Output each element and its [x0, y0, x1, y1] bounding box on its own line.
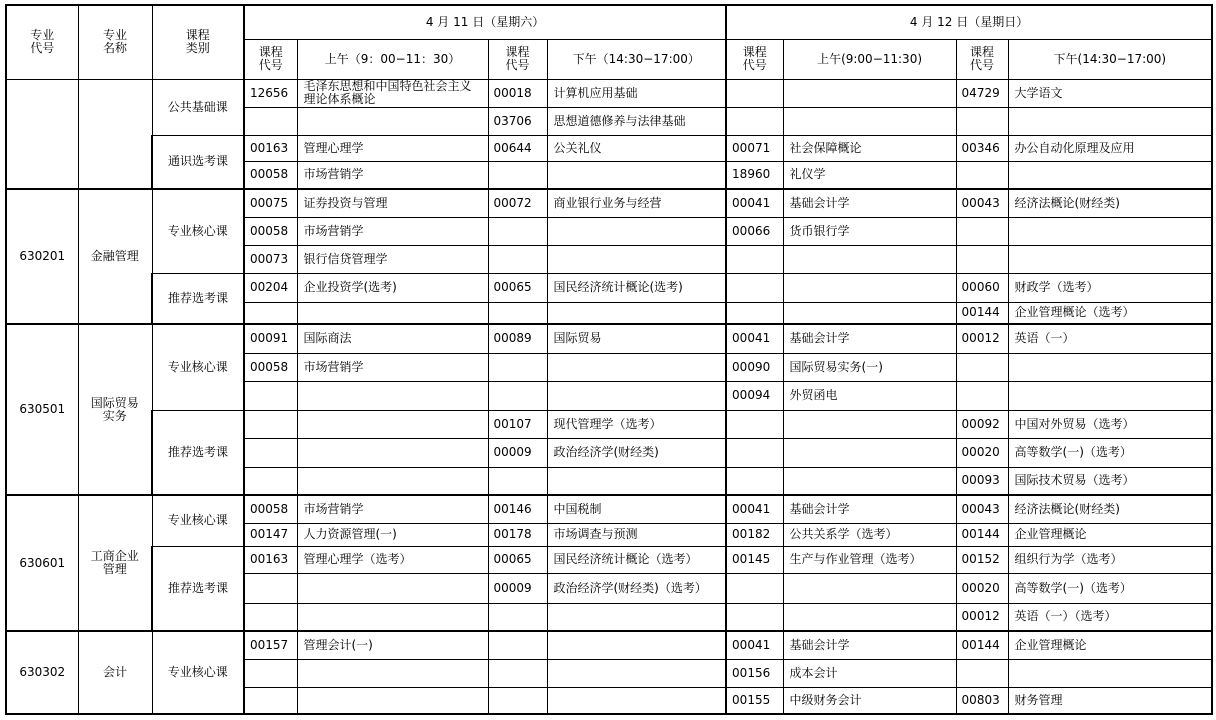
- d2-morning-code-cell: 00155: [726, 687, 783, 714]
- d1-afternoon-code-cell: 00065: [488, 273, 547, 302]
- d2-afternoon-code-cell: 04729: [956, 79, 1008, 107]
- d2-morning-course-cell: 货币银行学: [783, 217, 956, 245]
- d2-afternoon-code-cell: [956, 161, 1008, 189]
- d2-morning-course-cell: [783, 438, 956, 467]
- d1-afternoon-course-cell: 计算机应用基础: [547, 79, 726, 107]
- d2-afternoon-course-cell: [1008, 353, 1212, 381]
- d1-morning-code-cell: 00073: [244, 245, 297, 273]
- d1-morning-course-cell: 毛泽东思想和中国特色社会主义理论体系概论: [297, 79, 488, 107]
- d2-morning-course-cell: [783, 603, 956, 631]
- d1-morning-code-cell: 00163: [244, 546, 297, 573]
- table-body: [6, 79, 1212, 714]
- d2-morning-course-cell: [783, 573, 956, 603]
- d2-morning-code-cell: [726, 603, 783, 631]
- table-row: [6, 79, 1212, 107]
- d2-morning-course-cell: [783, 410, 956, 438]
- table-row: [6, 546, 1212, 573]
- d1-afternoon-code-cell: [488, 381, 547, 410]
- d2-morning-code-cell: 00041: [726, 324, 783, 353]
- d2-morning-course-cell: 外贸函电: [783, 381, 956, 410]
- d1-morning-code-cell: 00058: [244, 353, 297, 381]
- table-row: [6, 189, 1212, 217]
- d1-morning-course-cell: [297, 467, 488, 495]
- d1-morning-code-cell: 00058: [244, 495, 297, 523]
- d1-afternoon-code-cell: 00178: [488, 523, 547, 546]
- d2-morning-code-cell: [726, 467, 783, 495]
- table-row: [6, 273, 1212, 302]
- major-code-cell: 630302: [6, 631, 78, 714]
- d2-afternoon-code-cell: [956, 381, 1008, 410]
- major-code-cell: 630601: [6, 495, 78, 631]
- d1-morning-code-cell: 00091: [244, 324, 297, 353]
- d1-morning-code-cell: [244, 573, 297, 603]
- header-d1-afternoon: 下午（14:30−17:00）: [547, 39, 726, 79]
- d2-morning-course-cell: 国际贸易实务(一): [783, 353, 956, 381]
- d2-morning-course-cell: 社会保障概论: [783, 135, 956, 161]
- course-category-cell: 推荐选考课: [152, 410, 244, 495]
- d1-afternoon-code-cell: [488, 687, 547, 714]
- d1-morning-course-cell: 企业投资学(选考): [297, 273, 488, 302]
- d1-morning-course-cell: 市场营销学: [297, 161, 488, 189]
- d2-morning-course-cell: 成本会计: [783, 659, 956, 687]
- d1-morning-code-cell: [244, 438, 297, 467]
- d1-afternoon-course-cell: 国民经济统计概论（选考）: [547, 546, 726, 573]
- d1-morning-course-cell: 管理心理学（选考）: [297, 546, 488, 573]
- d2-morning-code-cell: 00041: [726, 189, 783, 217]
- d1-morning-course-cell: 管理会计(一): [297, 631, 488, 659]
- d1-afternoon-course-cell: 公关礼仪: [547, 135, 726, 161]
- header-d2-afternoon: 下午(14:30−17:00): [1008, 39, 1212, 79]
- d1-afternoon-course-cell: 国际贸易: [547, 324, 726, 353]
- d1-afternoon-course-cell: 商业银行业务与经营: [547, 189, 726, 217]
- d2-morning-course-cell: 基础会计学: [783, 631, 956, 659]
- d2-afternoon-course-cell: 财务管理: [1008, 687, 1212, 714]
- d1-morning-code-cell: 00075: [244, 189, 297, 217]
- d1-morning-code-cell: [244, 381, 297, 410]
- d2-morning-course-cell: 中级财务会计: [783, 687, 956, 714]
- d2-afternoon-course-cell: [1008, 381, 1212, 410]
- major-code-cell: 630501: [6, 324, 78, 495]
- d1-afternoon-course-cell: [547, 687, 726, 714]
- d2-afternoon-course-cell: 大学语文: [1008, 79, 1212, 107]
- d1-morning-course-cell: [297, 107, 488, 135]
- d1-morning-course-cell: 银行信贷管理学: [297, 245, 488, 273]
- d1-morning-course-cell: [297, 438, 488, 467]
- d1-afternoon-code-cell: [488, 603, 547, 631]
- d1-morning-code-cell: 00157: [244, 631, 297, 659]
- d1-morning-course-cell: 人力资源管理(一): [297, 523, 488, 546]
- d2-afternoon-code-cell: [956, 217, 1008, 245]
- header-d1-morning-code: 课程 代号: [244, 39, 297, 79]
- d1-afternoon-course-cell: [547, 245, 726, 273]
- d1-afternoon-code-cell: [488, 302, 547, 324]
- d1-afternoon-code-cell: [488, 217, 547, 245]
- d2-morning-code-cell: 00094: [726, 381, 783, 410]
- d2-afternoon-code-cell: 00144: [956, 523, 1008, 546]
- d1-morning-code-cell: 00147: [244, 523, 297, 546]
- course-category-cell: 通识选考课: [152, 135, 244, 189]
- d2-afternoon-code-cell: [956, 659, 1008, 687]
- header-day-2: 4 月 12 日（星期日）: [726, 5, 1212, 39]
- d2-afternoon-course-cell: 国际技术贸易（选考）: [1008, 467, 1212, 495]
- d2-morning-course-cell: [783, 245, 956, 273]
- d2-afternoon-code-cell: 00020: [956, 438, 1008, 467]
- table-row: [6, 324, 1212, 353]
- d2-morning-code-cell: [726, 302, 783, 324]
- d2-morning-code-cell: 00066: [726, 217, 783, 245]
- d1-afternoon-code-cell: [488, 467, 547, 495]
- d2-afternoon-course-cell: 高等数学(一)（选考）: [1008, 438, 1212, 467]
- d2-morning-code-cell: 00041: [726, 631, 783, 659]
- d1-morning-course-cell: [297, 381, 488, 410]
- d1-afternoon-code-cell: 00009: [488, 573, 547, 603]
- course-category-cell: 专业核心课: [152, 495, 244, 546]
- d2-afternoon-course-cell: 组织行为学（选考）: [1008, 546, 1212, 573]
- d1-afternoon-code-cell: [488, 353, 547, 381]
- d1-afternoon-course-cell: [547, 467, 726, 495]
- d2-afternoon-course-cell: 经济法概论(财经类): [1008, 495, 1212, 523]
- d2-afternoon-code-cell: 00144: [956, 631, 1008, 659]
- d1-afternoon-course-cell: 思想道德修养与法律基础: [547, 107, 726, 135]
- d2-afternoon-code-cell: 00012: [956, 603, 1008, 631]
- d1-afternoon-code-cell: [488, 659, 547, 687]
- header-d2-morning-code: 课程 代号: [726, 39, 783, 79]
- header-d2-afternoon-code: 课程 代号: [956, 39, 1008, 79]
- d1-afternoon-course-cell: [547, 217, 726, 245]
- d2-morning-code-cell: 00090: [726, 353, 783, 381]
- d2-afternoon-course-cell: 经济法概论(财经类): [1008, 189, 1212, 217]
- major-name-cell: 会计: [78, 631, 152, 714]
- d2-afternoon-code-cell: [956, 245, 1008, 273]
- table-row: [6, 495, 1212, 523]
- major-code-cell: [6, 79, 78, 189]
- d1-afternoon-code-cell: [488, 631, 547, 659]
- d2-morning-course-cell: [783, 302, 956, 324]
- header-d1-morning: 上午（9：00−11：30）: [297, 39, 488, 79]
- d1-morning-code-cell: [244, 302, 297, 324]
- header-day-1: 4 月 11 日（星期六）: [244, 5, 726, 39]
- d2-morning-course-cell: [783, 467, 956, 495]
- d1-morning-code-cell: 12656: [244, 79, 297, 107]
- d2-morning-code-cell: 18960: [726, 161, 783, 189]
- d1-morning-course-cell: [297, 687, 488, 714]
- d2-morning-code-cell: 00145: [726, 546, 783, 573]
- d1-morning-course-cell: 市场营销学: [297, 495, 488, 523]
- d1-morning-course-cell: 国际商法: [297, 324, 488, 353]
- table-row: [6, 631, 1212, 659]
- d1-morning-course-cell: [297, 302, 488, 324]
- d1-afternoon-code-cell: [488, 161, 547, 189]
- d1-morning-code-cell: [244, 687, 297, 714]
- d2-morning-course-cell: 基础会计学: [783, 324, 956, 353]
- header-d2-morning: 上午(9:00−11:30): [783, 39, 956, 79]
- d1-afternoon-code-cell: 00146: [488, 495, 547, 523]
- course-category-cell: 推荐选考课: [152, 273, 244, 324]
- d2-afternoon-code-cell: [956, 353, 1008, 381]
- header-course-category: 课程 类别: [152, 5, 244, 79]
- d1-afternoon-course-cell: 政治经济学(财经类)（选考）: [547, 573, 726, 603]
- major-name-cell: 工商企业 管理: [78, 495, 152, 631]
- d2-afternoon-course-cell: [1008, 107, 1212, 135]
- d1-afternoon-code-cell: 00065: [488, 546, 547, 573]
- header-d1-afternoon-code: 课程 代号: [488, 39, 547, 79]
- d1-morning-code-cell: 00163: [244, 135, 297, 161]
- d1-morning-course-cell: [297, 573, 488, 603]
- d2-afternoon-code-cell: 00092: [956, 410, 1008, 438]
- major-name-cell: 国际贸易 实务: [78, 324, 152, 495]
- d2-afternoon-code-cell: 00803: [956, 687, 1008, 714]
- d2-afternoon-course-cell: 英语（一）（选考）: [1008, 603, 1212, 631]
- d2-morning-course-cell: 公共关系学（选考）: [783, 523, 956, 546]
- d2-morning-course-cell: [783, 273, 956, 302]
- d2-morning-course-cell: 生产与作业管理（选考）: [783, 546, 956, 573]
- course-category-cell: 公共基础课: [152, 79, 244, 135]
- d2-afternoon-course-cell: [1008, 659, 1212, 687]
- d2-afternoon-course-cell: [1008, 245, 1212, 273]
- d2-morning-code-cell: 00182: [726, 523, 783, 546]
- d2-morning-code-cell: [726, 573, 783, 603]
- d2-afternoon-course-cell: 企业管理概论: [1008, 631, 1212, 659]
- d1-afternoon-code-cell: 00018: [488, 79, 547, 107]
- d2-afternoon-code-cell: 00144: [956, 302, 1008, 324]
- d2-afternoon-code-cell: 00043: [956, 189, 1008, 217]
- d1-afternoon-course-cell: [547, 353, 726, 381]
- d1-afternoon-course-cell: [547, 161, 726, 189]
- d1-morning-course-cell: [297, 659, 488, 687]
- d1-afternoon-course-cell: [547, 381, 726, 410]
- d2-afternoon-course-cell: 高等数学(一)（选考）: [1008, 573, 1212, 603]
- d2-morning-course-cell: [783, 79, 956, 107]
- d2-afternoon-course-cell: [1008, 217, 1212, 245]
- d2-afternoon-code-cell: 00020: [956, 573, 1008, 603]
- d2-afternoon-code-cell: 00346: [956, 135, 1008, 161]
- d1-morning-code-cell: [244, 603, 297, 631]
- d2-afternoon-course-cell: 企业管理概论: [1008, 523, 1212, 546]
- d2-morning-code-cell: [726, 273, 783, 302]
- course-category-cell: 专业核心课: [152, 631, 244, 714]
- d1-morning-course-cell: [297, 603, 488, 631]
- d1-afternoon-course-cell: [547, 302, 726, 324]
- course-category-cell: 推荐选考课: [152, 546, 244, 631]
- d1-morning-code-cell: 00058: [244, 217, 297, 245]
- d2-morning-code-cell: [726, 245, 783, 273]
- d1-afternoon-code-cell: 00072: [488, 189, 547, 217]
- d2-morning-code-cell: 00071: [726, 135, 783, 161]
- d1-morning-code-cell: 00204: [244, 273, 297, 302]
- d2-morning-code-cell: [726, 410, 783, 438]
- d2-morning-code-cell: 00156: [726, 659, 783, 687]
- d2-morning-code-cell: [726, 438, 783, 467]
- d2-afternoon-course-cell: 企业管理概论（选考）: [1008, 302, 1212, 324]
- d1-afternoon-code-cell: 00089: [488, 324, 547, 353]
- d2-afternoon-code-cell: 00152: [956, 546, 1008, 573]
- d2-morning-course-cell: 基础会计学: [783, 495, 956, 523]
- d1-morning-code-cell: [244, 410, 297, 438]
- d2-morning-course-cell: 礼仪学: [783, 161, 956, 189]
- d1-morning-code-cell: [244, 659, 297, 687]
- d1-morning-course-cell: [297, 410, 488, 438]
- d2-afternoon-course-cell: 办公自动化原理及应用: [1008, 135, 1212, 161]
- d2-afternoon-course-cell: 财政学（选考）: [1008, 273, 1212, 302]
- major-code-cell: 630201: [6, 189, 78, 324]
- d2-morning-code-cell: 00041: [726, 495, 783, 523]
- d2-afternoon-course-cell: 英语（一）: [1008, 324, 1212, 353]
- d1-afternoon-course-cell: [547, 603, 726, 631]
- d2-afternoon-code-cell: 00012: [956, 324, 1008, 353]
- d1-morning-course-cell: 市场营销学: [297, 217, 488, 245]
- d2-afternoon-course-cell: 中国对外贸易（选考）: [1008, 410, 1212, 438]
- d2-afternoon-code-cell: 00043: [956, 495, 1008, 523]
- d1-morning-code-cell: [244, 467, 297, 495]
- d2-afternoon-course-cell: [1008, 161, 1212, 189]
- d2-morning-course-cell: [783, 107, 956, 135]
- exam-schedule-table: [5, 4, 1213, 715]
- d1-afternoon-code-cell: [488, 245, 547, 273]
- major-name-cell: 金融管理: [78, 189, 152, 324]
- course-category-cell: 专业核心课: [152, 324, 244, 410]
- table-header: [6, 5, 1212, 79]
- d1-afternoon-code-cell: 00009: [488, 438, 547, 467]
- d1-afternoon-course-cell: [547, 659, 726, 687]
- d1-afternoon-code-cell: 00644: [488, 135, 547, 161]
- d2-afternoon-code-cell: 00093: [956, 467, 1008, 495]
- d1-morning-code-cell: [244, 107, 297, 135]
- table-row: [6, 410, 1212, 438]
- d1-morning-code-cell: 00058: [244, 161, 297, 189]
- header-major-name: 专业 名称: [78, 5, 152, 79]
- d1-morning-course-cell: 管理心理学: [297, 135, 488, 161]
- d1-morning-course-cell: 证券投资与管理: [297, 189, 488, 217]
- header-major-code: 专业 代号: [6, 5, 78, 79]
- d1-afternoon-code-cell: 03706: [488, 107, 547, 135]
- d1-afternoon-course-cell: 中国税制: [547, 495, 726, 523]
- d1-afternoon-course-cell: 政治经济学(财经类): [547, 438, 726, 467]
- d1-afternoon-course-cell: [547, 631, 726, 659]
- d1-morning-course-cell: 市场营销学: [297, 353, 488, 381]
- d2-afternoon-code-cell: [956, 107, 1008, 135]
- table-row: [6, 135, 1212, 161]
- course-category-cell: 专业核心课: [152, 189, 244, 273]
- d1-afternoon-course-cell: 国民经济统计概论(选考): [547, 273, 726, 302]
- d2-morning-code-cell: [726, 107, 783, 135]
- major-name-cell: [78, 79, 152, 189]
- d2-morning-course-cell: 基础会计学: [783, 189, 956, 217]
- d1-afternoon-course-cell: 市场调查与预测: [547, 523, 726, 546]
- d1-afternoon-course-cell: 现代管理学（选考）: [547, 410, 726, 438]
- d2-afternoon-code-cell: 00060: [956, 273, 1008, 302]
- d1-afternoon-code-cell: 00107: [488, 410, 547, 438]
- d2-morning-code-cell: [726, 79, 783, 107]
